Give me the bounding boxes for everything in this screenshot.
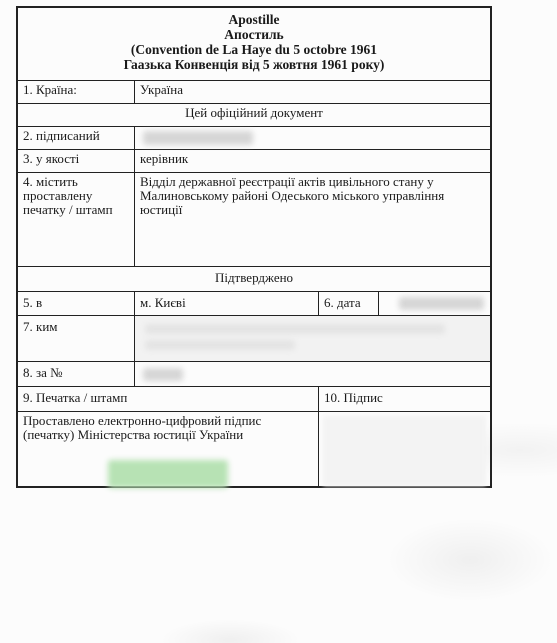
seal-label: 4. містить проставлену печатку / штамп xyxy=(23,174,113,217)
signature-label: 10. Підпис xyxy=(318,387,490,411)
row-capacity xyxy=(18,150,490,173)
apostille-header xyxy=(18,8,490,81)
capacity-value: керівник xyxy=(134,150,490,172)
number-label: 8. за № xyxy=(23,365,63,380)
row-stamp-signature-labels xyxy=(18,387,490,412)
row-place-date xyxy=(18,292,490,316)
redaction-block-green xyxy=(108,460,228,488)
official-document-heading: Цей офіційний документ xyxy=(185,105,323,120)
place-value: м. Києві xyxy=(134,292,318,315)
signed-label: 2. підписаний xyxy=(23,128,100,143)
header-title-fr: Apostille xyxy=(228,12,280,27)
header-convention-ua: Гаазька Конвенція від 5 жовтня 1961 року) xyxy=(123,57,385,72)
number-value-redacted xyxy=(134,362,490,386)
seal-value: Відділ державної реєстрації актів цивільного стану у Малиновському районі Одеського міського управління юстиції xyxy=(134,173,490,266)
country-value: Україна xyxy=(134,81,490,103)
row-stamp-signature-values xyxy=(18,412,490,486)
stamp-label: 9. Печатка / штамп xyxy=(23,390,128,405)
row-signed-by xyxy=(18,127,490,150)
by-label: 7. ким xyxy=(23,319,58,334)
date-label: 6. дата xyxy=(318,292,378,315)
place-label: 5. в xyxy=(23,295,43,310)
row-seal xyxy=(18,173,490,267)
header-convention-fr: (Convention de La Haye du 5 octobre 1961 xyxy=(130,42,378,57)
redaction-block xyxy=(143,368,183,381)
row-official-document xyxy=(18,104,490,127)
date-value-redacted xyxy=(378,292,490,315)
redaction-block xyxy=(145,340,295,350)
stamp-value-text: Проставлено електронно-цифровий підпис (печатку) Міністерства юстиції України xyxy=(23,413,262,442)
row-country xyxy=(18,81,490,104)
redaction-block xyxy=(145,324,445,334)
certified-heading: Підтверджено xyxy=(214,270,294,285)
row-by-whom xyxy=(18,316,490,362)
redaction-block xyxy=(399,297,484,310)
row-number xyxy=(18,362,490,387)
signature-redacted xyxy=(323,416,486,486)
signature-box xyxy=(318,412,490,486)
apostille-form xyxy=(16,6,492,488)
country-label: 1. Країна: xyxy=(23,82,77,97)
redaction-block xyxy=(143,131,253,145)
signed-value-redacted xyxy=(134,127,490,149)
row-certified xyxy=(18,267,490,292)
stamp-value xyxy=(18,412,318,486)
by-value-redacted xyxy=(134,316,490,361)
header-title-ua: Апостиль xyxy=(224,27,284,42)
capacity-label: 3. у якості xyxy=(23,151,80,166)
